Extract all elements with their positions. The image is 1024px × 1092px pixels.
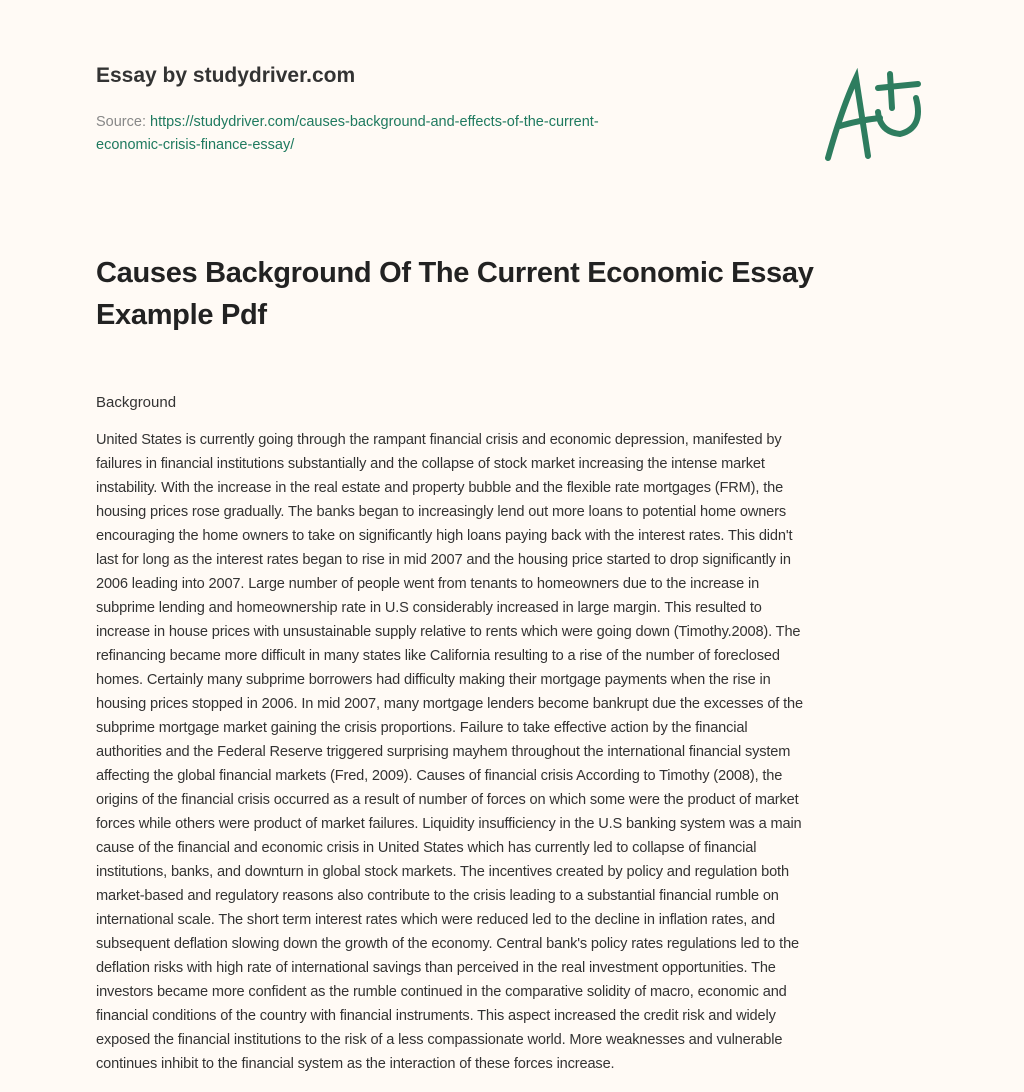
essay-line: exposed the financial institutions to the risk of a less compassionate world. More weaknesses and vulnerable	[96, 1032, 783, 1048]
essay-line: subprime lending and homeownership rate in U.S considerably increased in large margin. This resulted to	[96, 600, 762, 616]
essay-line: financial conditions of the country with financial instruments. This aspect increased the credit risk and widely	[96, 1008, 776, 1024]
essay-line: housing prices rose gradually. The banks began to increasingly lend out more loans to potential home owners	[96, 504, 787, 520]
source-label: Source:	[96, 114, 146, 130]
essay-line: 2006 leading into 2007. Large number of people went from tenants to homeowners due to the increase in	[96, 576, 760, 592]
essay-line: encouraging the home owners to take on significantly high loans paying back with the interest rates. This didn't	[96, 528, 793, 544]
a-plus-logo-icon	[820, 68, 930, 168]
essay-line: deflation risks with high rate of international savings than perceived in the real investment opportunities. The	[96, 960, 776, 976]
essay-line: failures in financial institutions substantially and the collapse of stock market increasing the intense market	[96, 456, 765, 472]
page-title: Causes Background Of The Current Economic Essay Example Pdf	[96, 257, 814, 331]
section-heading: Background	[96, 394, 177, 411]
essay-line: United States is currently going through the rampant financial crisis and economic depression, manifested by	[96, 432, 782, 448]
source-link[interactable]: https://studydriver.com/causes-background-and-effects-of-the-current- economic-crisis-finance-essay/	[96, 114, 599, 153]
essay-line: subsequent deflation slowing down the growth of the economy. Central bank's policy rates regulations led to the	[96, 936, 800, 952]
essay-line: origins of the financial crisis occurred as a result of number of forces on which some were the product of market	[96, 792, 799, 808]
essay-line: cause of the financial and economic crisis in United States which has currently led to collapse of financial	[96, 840, 757, 856]
essay-line: continues inhibit to the financial system as the interaction of these forces increase.	[96, 1056, 615, 1072]
essay-line: increase in house prices with unsustainable supply relative to rents which were going down (Timothy.2008). The	[96, 624, 801, 640]
essay-line: international scale. The short term interest rates which were reduced led to the decline in inflation rates, and	[96, 912, 775, 928]
essay-line: forces while others were product of market failures. Liquidity insufficiency in the U.S banking system was a main	[96, 816, 802, 832]
essay-line: investors became more confident as the rumble continued in the comparative solidity of macro, economic and	[96, 984, 787, 1000]
essay-line: market-based and regulatory reasons also contribute to the crisis leading to a substantial financial rumble on	[96, 888, 779, 904]
essay-body	[96, 428, 803, 1076]
essay-line: homes. Certainly many subprime borrowers had difficulty making their mortgage payments when the rise in	[96, 672, 771, 688]
essay-line: refinancing became more difficult in many states like California resulting to a rise of the number of foreclosed	[96, 648, 780, 664]
essay-line: institutions, banks, and downturn in global stock markets. The incentives created by policy and regulation both	[96, 864, 789, 880]
essay-line: last for long as the interest rates began to rise in mid 2007 and the housing price started to drop significantly in	[96, 552, 791, 568]
essay-line: housing prices stopped in 2006. In mid 2007, many mortgage lenders become bankrupt due the excesses of the	[96, 696, 803, 712]
source-line	[96, 111, 736, 157]
essay-line: instability. With the increase in the real estate and property bubble and the flexible rate mortgages (FRM), the	[96, 480, 784, 496]
site-name: Essay by studydriver.com	[96, 64, 356, 87]
essay-line: affecting the global financial markets (Fred, 2009). Causes of financial crisis According to Timothy (2008), the	[96, 768, 783, 784]
essay-line: authorities and the Federal Reserve triggered surprising mayhem throughout the international financial system	[96, 744, 791, 760]
essay-line: subprime mortgage market gaining the crisis proportions. Failure to take effective action by the financial	[96, 720, 748, 736]
